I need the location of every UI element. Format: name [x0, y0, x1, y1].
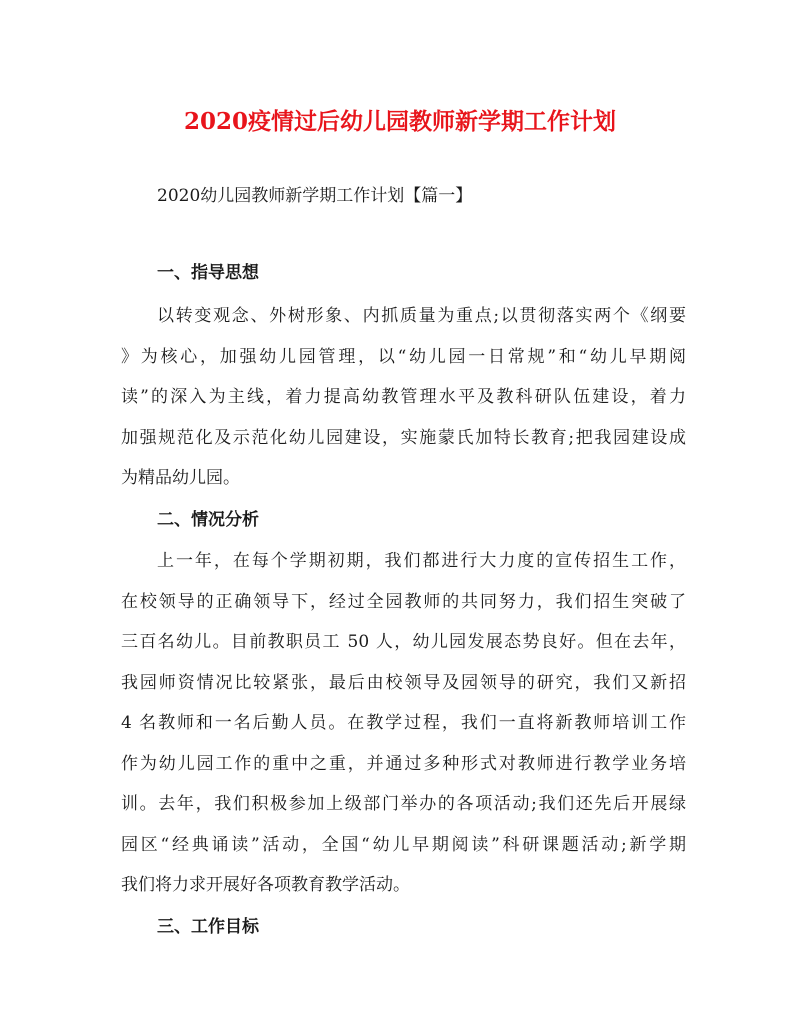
section-paragraph — [121, 541, 686, 906]
paragraph-line: 加强规范化及示范化幼儿园建设，实施蒙氏加特长教育;把我园建设成 — [121, 427, 686, 448]
section-heading: 三、工作目标 — [157, 917, 259, 937]
section-heading: 二、情况分析 — [157, 510, 259, 530]
paragraph-line: 三百名幼儿。目前教职员工 50 人，幼儿园发展态势良好。但在去年， — [121, 632, 686, 652]
document-subtitle: 2020幼儿园教师新学期工作计划【篇一】 — [157, 186, 473, 206]
paragraph-line: 作为幼儿园工作的重中之重，并通过多种形式对教师进行教学业务培 — [121, 753, 686, 774]
section-heading: 一、指导思想 — [157, 263, 259, 283]
document-title: 2020疫情过后幼儿园教师新学期工作计划 — [183, 108, 616, 135]
paragraph-line: 读”的深入为主线，着力提高幼教管理水平及教科研队伍建设，着力 — [121, 387, 686, 407]
paragraph-line: 》为核心，加强幼儿园管理，以“幼儿园一日常规”和“幼儿早期阅 — [121, 346, 686, 367]
paragraph-line: 在校领导的正确领导下，经过全园教师的共同努力，我们招生突破了 — [121, 591, 686, 612]
paragraph-line: 为精品幼儿园。 — [121, 468, 240, 488]
section-paragraph — [121, 296, 686, 499]
paragraph-line: 4 名教师和一名后勤人员。在教学过程，我们一直将新教师培训工作 — [121, 713, 686, 733]
paragraph-line: 以转变观念、外树形象、内抓质量为重点;以贯彻落实两个《纲要 — [157, 306, 686, 326]
paragraph-line: 园区“经典诵读”活动，全国“幼儿早期阅读”科研课题活动;新学期 — [121, 834, 686, 855]
paragraph-line: 上一年，在每个学期初期，我们都进行大力度的宣传招生工作， — [157, 551, 686, 571]
paragraph-line: 我们将力求开展好各项教育教学活动。 — [121, 875, 410, 895]
paragraph-line: 我园师资情况比较紧张，最后由校领导及园领导的研究，我们又新招 — [121, 672, 686, 693]
paragraph-line: 训。去年，我们积极参加上级部门举办的各项活动;我们还先后开展绿 — [121, 794, 686, 814]
